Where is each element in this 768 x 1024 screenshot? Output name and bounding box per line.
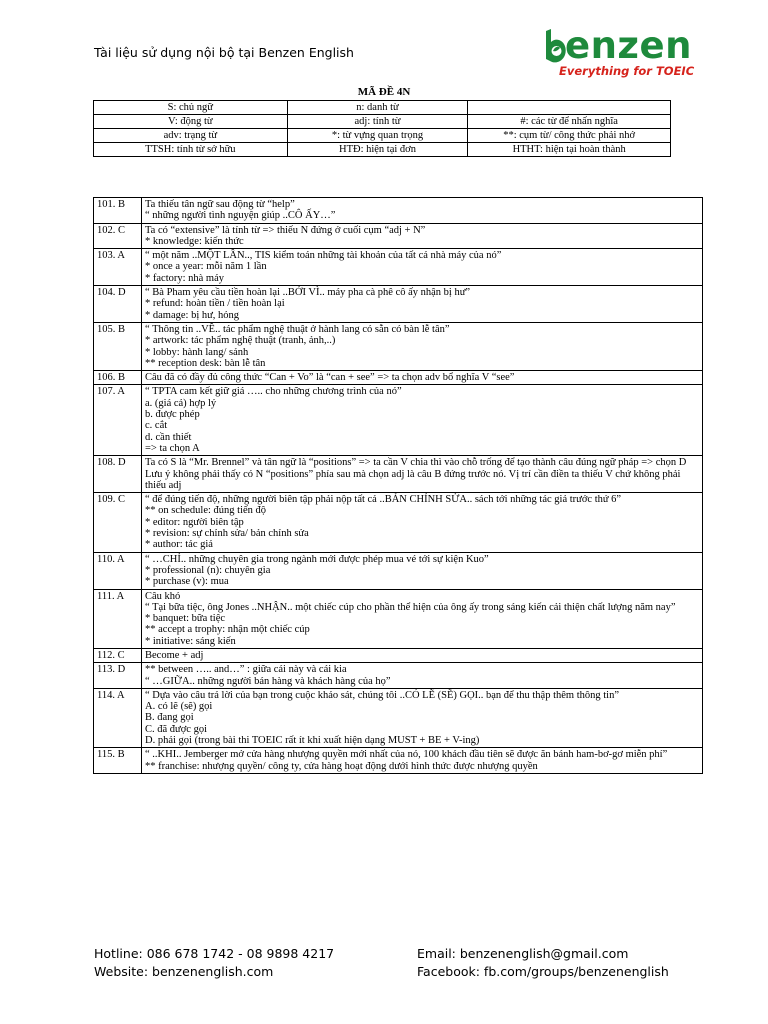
explanation-line: * editor: người biên tập: [145, 516, 244, 528]
answer-row: [94, 648, 703, 662]
answer-row: [94, 493, 703, 552]
explanation-line: C. đã được gọi: [145, 723, 207, 735]
explanation-line: b. được phép: [145, 409, 200, 421]
question-number: 104. D: [94, 286, 142, 323]
answer-explanation: [142, 223, 703, 249]
answer-row: [94, 286, 703, 323]
answer-explanation: [142, 198, 703, 224]
answer-explanation: [142, 385, 703, 456]
answer-row: [94, 589, 703, 648]
legend-cell: V: động từ: [94, 115, 288, 129]
answer-explanation: [142, 493, 703, 552]
explanation-line: ** reception desk: bàn lễ tân: [145, 357, 266, 369]
question-number: 109. C: [94, 493, 142, 552]
explanation-line: “ Bà Pham yêu cầu tiền hoàn lại ..BỞI VÌ.. máy pha cà phê cô ấy nhận bị hư”: [145, 287, 471, 299]
legend-row: [94, 115, 671, 129]
explanation-line: A. có lẽ (sẽ) gọi: [145, 701, 213, 713]
answer-explanation: [142, 748, 703, 774]
question-number: 113. D: [94, 663, 142, 689]
question-number: 111. A: [94, 589, 142, 648]
explanation-line: “ để đúng tiến độ, những người biên tập phải nộp tất cả ..BẢN CHỈNH SỬA.. sách tới những tác giả trước thứ 6”: [145, 494, 622, 506]
explanation-line: “ Tại bữa tiệc, ông Jones ..NHẬN.. một chiếc cúp cho phần thể hiện của ông ấy trong sáng kiến cải thiện chất lượng năm nay”: [145, 601, 676, 613]
legend-row: [94, 129, 671, 143]
legend-cell: HTHT: hiện tại hoàn thành: [468, 143, 671, 157]
document-header: Tài liệu sử dụng nội bộ tại Benzen English: [94, 45, 354, 60]
answer-explanation: [142, 456, 703, 493]
explanation-line: * knowledge: kiến thức: [145, 235, 244, 247]
explanation-line: Become + adj: [145, 649, 204, 661]
explanation-line: D. phải gọi (trong bài thi TOEIC rất ít khi xuất hiện dạng MUST + BE + V-ing): [145, 735, 480, 747]
logo-tagline: Everything for TOEIC: [559, 64, 695, 78]
exam-code-title: MÃ ĐỀ 4N: [357, 86, 411, 98]
explanation-line: ** between ….. and…” : giữa cái này và cái kia: [145, 664, 347, 676]
legend-cell: *: từ vựng quan trọng: [287, 129, 468, 143]
question-number: 114. A: [94, 688, 142, 747]
explanation-line: “ ..KHI.. Jemberger mở cửa hàng nhượng quyền mới nhất của nó, 100 khách đầu tiên sẽ được ăn bánh ham-bơ-gơ miễn phí”: [145, 749, 668, 761]
explanation-line: * initiative: sáng kiến: [145, 635, 236, 647]
question-number: 106. B: [94, 371, 142, 385]
explanation-line: Câu khó: [145, 590, 181, 602]
logo-wordmark: enzen: [565, 24, 692, 67]
answer-row: [94, 322, 703, 370]
explanation-line: d. cần thiết: [145, 431, 192, 443]
explanation-line: a. (giá cả) hợp lý: [145, 397, 217, 409]
question-number: 102. C: [94, 223, 142, 249]
explanation-line: * author: tác giả: [145, 539, 213, 551]
explanation-line: * artwork: tác phẩm nghệ thuật (tranh, ảnh,..): [145, 335, 336, 347]
explanation-line: c. cắt: [145, 420, 168, 432]
legend-row: [94, 143, 671, 157]
footer-website: Website: benzenenglish.com: [94, 964, 274, 979]
answer-explanation: [142, 371, 703, 385]
explanation-line: “ …GIỮA.. những người bán hàng và khách hàng của họ”: [145, 675, 391, 687]
question-number: 107. A: [94, 385, 142, 456]
legend-cell: adv: trạng từ: [94, 129, 288, 143]
answer-row: [94, 385, 703, 456]
explanation-line: * refund: hoàn tiền / tiền hoàn lại: [145, 298, 285, 310]
answer-explanation: [142, 552, 703, 589]
answer-explanation-table: [93, 197, 703, 774]
answer-explanation: [142, 648, 703, 662]
explanation-line: “ …CHỈ.. những chuyên gia trong ngành mới được phép mua vé tới sự kiện Kuo”: [145, 553, 489, 565]
explanation-line: Lưu ý không phải thấy có N “positions” phía sau mà chọn adj là câu B đứng trước nó. Vị trí cần điền ta thiếu V chứ không phải thiếu adj: [145, 468, 681, 491]
answer-row: [94, 249, 703, 286]
explanation-line: ** accept a trophy: nhận một chiếc cúp: [145, 624, 310, 636]
question-number: 101. B: [94, 198, 142, 224]
abbreviation-legend-table: [93, 100, 671, 157]
footer-contact-right: [417, 945, 669, 981]
explanation-line: Ta có “extensive” là tính từ => thiếu N đứng ở cuối cụm “adj + N”: [145, 224, 426, 236]
legend-cell: adj: tính từ: [287, 115, 468, 129]
answer-explanation: [142, 249, 703, 286]
answer-row: [94, 688, 703, 747]
question-number: 103. A: [94, 249, 142, 286]
answer-explanation: [142, 322, 703, 370]
explanation-line: “ Dựa vào câu trả lời của bạn trong cuộc khảo sát, chúng tôi ..CÓ LẼ (SẼ) GỌI.. bạn để thu thập thêm thông tin”: [145, 689, 619, 701]
explanation-line: * damage: bị hư, hỏng: [145, 309, 240, 321]
legend-cell: #: các từ để nhấn nghĩa: [468, 115, 671, 129]
question-number: 112. C: [94, 648, 142, 662]
explanation-line: * purchase (v): mua: [145, 576, 229, 588]
legend-cell: **: cụm từ/ công thức phải nhớ: [468, 129, 671, 143]
answer-row: [94, 371, 703, 385]
explanation-line: * banquet: bữa tiệc: [145, 613, 226, 625]
explanation-line: B. đang gọi: [145, 712, 194, 724]
answer-explanation: [142, 286, 703, 323]
question-number: 105. B: [94, 322, 142, 370]
answer-row: [94, 663, 703, 689]
legend-cell: S: chủ ngữ: [94, 101, 288, 115]
legend-cell: n: danh từ: [287, 101, 468, 115]
benzen-logo: [543, 26, 713, 82]
explanation-line: * revision: sự chỉnh sửa/ bản chỉnh sửa: [145, 528, 309, 540]
explanation-line: “ một năm ..MỘT LẦN.., TIS kiểm toán những tài khoản của tất cả nhà máy của nó”: [145, 250, 502, 262]
explanation-line: * once a year: mỗi năm 1 lần: [145, 261, 267, 273]
footer-contact-left: [94, 945, 334, 981]
answer-explanation: [142, 663, 703, 689]
explanation-line: “ Thông tin ..VỀ.. tác phẩm nghệ thuật ở hành lang có sẵn có bàn lễ tân”: [145, 323, 450, 335]
answer-row: [94, 456, 703, 493]
legend-cell: [468, 101, 671, 115]
footer-facebook: Facebook: fb.com/groups/benzenenglish: [417, 964, 669, 979]
explanation-line: Ta có S là “Mr. Brennel” và tân ngữ là “positions” => ta cần V chia thì vào chỗ trống để tạo thành câu đúng ngữ pháp => chọn D: [145, 457, 687, 469]
explanation-line: * lobby: hành lang/ sảnh: [145, 346, 249, 358]
legend-row: [94, 101, 671, 115]
answer-row: [94, 223, 703, 249]
answer-explanation: [142, 589, 703, 648]
answer-explanation: [142, 688, 703, 747]
explanation-line: “ những người tình nguyện giúp ..CÔ ẤY…”: [145, 210, 336, 222]
explanation-line: ** on schedule: đúng tiến độ: [145, 505, 267, 517]
question-number: 115. B: [94, 748, 142, 774]
answer-row: [94, 198, 703, 224]
explanation-line: * factory: nhà máy: [145, 272, 225, 284]
footer-hotline: Hotline: 086 678 1742 - 08 9898 4217: [94, 946, 335, 961]
explanation-line: * professional (n): chuyên gia: [145, 564, 271, 576]
explanation-line: => ta chọn A: [145, 442, 200, 454]
question-number: 110. A: [94, 552, 142, 589]
answer-row: [94, 748, 703, 774]
footer-email: Email: benzenenglish@gmail.com: [417, 946, 629, 961]
explanation-line: Câu đã có đầy đủ công thức “Can + Vo” là “can + see” => ta chọn adv bổ nghĩa V “see”: [145, 372, 515, 384]
answer-row: [94, 552, 703, 589]
question-number: 108. D: [94, 456, 142, 493]
legend-cell: HTĐ: hiện tại đơn: [287, 143, 468, 157]
legend-cell: TTSH: tính từ sở hữu: [94, 143, 288, 157]
explanation-line: Ta thiếu tân ngữ sau động từ “help”: [145, 199, 295, 210]
explanation-line: “ TPTA cam kết giữ giá ….. cho những chương trình của nó”: [145, 386, 402, 398]
explanation-line: ** franchise: nhượng quyền/ công ty, cửa hàng hoạt động dưới hình thức được nhượng quyền: [145, 760, 538, 772]
